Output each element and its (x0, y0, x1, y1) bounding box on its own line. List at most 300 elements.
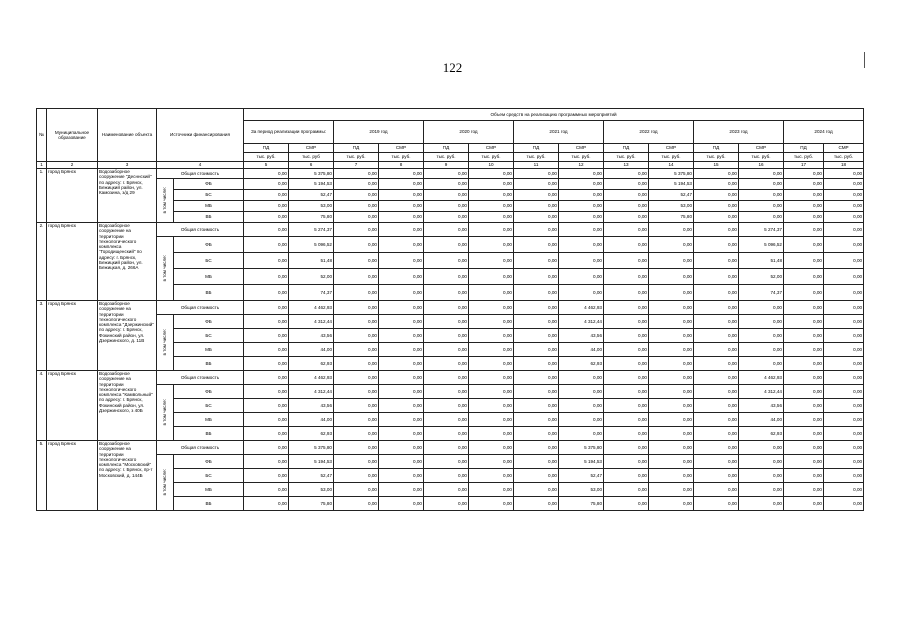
amount-cell: 0,00 (649, 285, 694, 301)
amount-cell: 0,00 (514, 497, 559, 511)
column-index-cell: 8 (379, 162, 424, 169)
amount-cell: 0,00 (739, 315, 784, 329)
amount-cell: 0,00 (604, 357, 649, 371)
amount-cell: 0,00 (649, 483, 694, 497)
amount-cell: 0,00 (824, 483, 864, 497)
amount-cell: 0,00 (514, 179, 559, 190)
amount-cell: 0,00 (469, 399, 514, 413)
amount-cell: 0,00 (469, 179, 514, 190)
amount-cell: 0,00 (424, 427, 469, 441)
amount-cell: 0,00 (334, 190, 379, 201)
amount-cell: 0,00 (604, 371, 649, 385)
amount-cell: 0,00 (379, 201, 424, 212)
funding-source-code: БС (174, 469, 244, 483)
amount-cell: 0,00 (514, 483, 559, 497)
header-unit: тыс. руб. (649, 153, 694, 162)
amount-cell: 0,00 (604, 269, 649, 285)
funding-source-code: ФБ (174, 455, 244, 469)
amount-cell: 0,00 (424, 212, 469, 223)
amount-cell: 0,00 (334, 237, 379, 253)
amount-cell: 0,00 (604, 441, 649, 455)
header-year: 2020 год (424, 121, 514, 144)
amount-cell: 0,00 (334, 497, 379, 511)
header-smr: СМР (469, 144, 514, 153)
amount-cell: 0,00 (784, 371, 824, 385)
amount-cell: 0,00 (244, 201, 289, 212)
amount-cell: 0,00 (694, 385, 739, 399)
amount-cell: 0,00 (559, 371, 604, 385)
amount-cell: 0,00 (424, 329, 469, 343)
including-label: в том числе: (162, 255, 168, 282)
amount-cell: 0,00 (559, 201, 604, 212)
amount-cell: 4 462,93 (739, 371, 784, 385)
amount-cell: 0,00 (824, 441, 864, 455)
header-year: 2021 год (514, 121, 604, 144)
including-label-cell (157, 237, 174, 301)
amount-cell: 0,00 (469, 285, 514, 301)
amount-cell: 0,00 (424, 343, 469, 357)
amount-cell: 0,00 (824, 357, 864, 371)
amount-cell: 0,00 (784, 201, 824, 212)
amount-cell: 0,00 (604, 315, 649, 329)
amount-cell: 0,00 (739, 441, 784, 455)
funding-source-code: МБ (174, 269, 244, 285)
amount-cell: 4 312,44 (559, 315, 604, 329)
funding-source-code: ВБ (174, 212, 244, 223)
funding-source-code: ФБ (174, 385, 244, 399)
amount-cell: 0,00 (739, 190, 784, 201)
amount-cell: 0,00 (424, 315, 469, 329)
amount-cell: 0,00 (559, 413, 604, 427)
amount-cell: 44,00 (739, 413, 784, 427)
column-index-cell: 1 (37, 162, 47, 169)
amount-cell: 0,00 (824, 343, 864, 357)
amount-cell: 0,00 (559, 399, 604, 413)
amount-cell: 0,00 (694, 212, 739, 223)
amount-cell: 0,00 (824, 315, 864, 329)
including-label: в том числе: (162, 187, 168, 214)
amount-cell: 0,00 (244, 427, 289, 441)
amount-cell: 0,00 (514, 315, 559, 329)
amount-cell: 5 194,53 (559, 455, 604, 469)
amount-cell: 0,00 (469, 201, 514, 212)
amount-cell: 0,00 (824, 201, 864, 212)
header-unit: тыс. руб. (334, 153, 379, 162)
header-unit: тыс. руб. (559, 153, 604, 162)
amount-cell: 5 194,53 (289, 455, 334, 469)
amount-cell: 0,00 (824, 371, 864, 385)
funding-source-code: БС (174, 399, 244, 413)
funding-source-code: ВБ (174, 497, 244, 511)
funding-source-code: ФБ (174, 179, 244, 190)
header-year: 2023 год (694, 121, 784, 144)
amount-cell: 0,00 (824, 212, 864, 223)
funding-source-code: БС (174, 190, 244, 201)
amount-cell: 0,00 (244, 371, 289, 385)
total-cost-label: Общая стоимость (157, 169, 244, 179)
amount-cell: 0,00 (694, 371, 739, 385)
amount-cell: 0,00 (244, 169, 289, 179)
amount-cell: 75,80 (289, 497, 334, 511)
amount-cell: 51,48 (289, 253, 334, 269)
amount-cell: 5 274,37 (289, 223, 334, 237)
header-funding-group: Объем средств на реализацию программных мероприятий (244, 109, 864, 121)
amount-cell: 0,00 (784, 223, 824, 237)
amount-cell: 0,00 (514, 212, 559, 223)
amount-cell: 0,00 (739, 343, 784, 357)
funding-table (36, 108, 864, 511)
amount-cell: 0,00 (424, 190, 469, 201)
amount-cell: 0,00 (424, 169, 469, 179)
header-unit: тыс. руб. (514, 153, 559, 162)
header-unit: тыс. руб. (379, 153, 424, 162)
amount-cell: 0,00 (784, 483, 824, 497)
amount-cell: 0,00 (379, 371, 424, 385)
amount-cell: 0,00 (649, 223, 694, 237)
amount-cell: 0,00 (379, 269, 424, 285)
amount-cell: 0,00 (334, 329, 379, 343)
amount-cell: 43,56 (289, 329, 334, 343)
amount-cell: 52,47 (289, 469, 334, 483)
amount-cell: 0,00 (739, 357, 784, 371)
amount-cell: 0,00 (824, 469, 864, 483)
amount-cell: 0,00 (604, 285, 649, 301)
amount-cell: 0,00 (469, 343, 514, 357)
amount-cell: 0,00 (514, 301, 559, 315)
including-label: в том числе: (162, 329, 168, 356)
header-pd: ПД (334, 144, 379, 153)
amount-cell: 0,00 (784, 329, 824, 343)
amount-cell: 0,00 (244, 455, 289, 469)
amount-cell: 0,00 (379, 427, 424, 441)
municipality-cell: город Брянск (47, 223, 98, 301)
amount-cell: 0,00 (469, 483, 514, 497)
amount-cell: 0,00 (379, 329, 424, 343)
amount-cell: 0,00 (559, 237, 604, 253)
amount-cell: 0,00 (244, 413, 289, 427)
amount-cell: 0,00 (604, 385, 649, 399)
table-row (37, 237, 864, 253)
amount-cell: 0,00 (469, 169, 514, 179)
table-row (37, 371, 864, 385)
amount-cell: 0,00 (604, 190, 649, 201)
header-smr: СМР (739, 144, 784, 153)
header-smr: СМР (649, 144, 694, 153)
funding-source-code: ВБ (174, 427, 244, 441)
amount-cell: 0,00 (694, 441, 739, 455)
amount-cell: 0,00 (649, 315, 694, 329)
amount-cell: 0,00 (649, 441, 694, 455)
amount-cell: 0,00 (379, 441, 424, 455)
amount-cell: 0,00 (559, 212, 604, 223)
amount-cell: 0,00 (244, 441, 289, 455)
amount-cell: 0,00 (784, 169, 824, 179)
amount-cell: 0,00 (514, 329, 559, 343)
including-label: в том числе: (162, 469, 168, 496)
amount-cell: 0,00 (469, 329, 514, 343)
amount-cell: 0,00 (694, 301, 739, 315)
municipality-cell: город Брянск (47, 441, 98, 511)
amount-cell: 0,00 (424, 269, 469, 285)
amount-cell: 0,00 (244, 399, 289, 413)
amount-cell: 0,00 (824, 269, 864, 285)
amount-cell: 53,00 (289, 201, 334, 212)
funding-source-code: ВБ (174, 357, 244, 371)
amount-cell: 0,00 (824, 413, 864, 427)
header-unit: тыс. руб. (694, 153, 739, 162)
amount-cell: 0,00 (334, 201, 379, 212)
amount-cell: 0,00 (469, 223, 514, 237)
amount-cell: 0,00 (824, 301, 864, 315)
amount-cell: 0,00 (824, 497, 864, 511)
amount-cell: 0,00 (739, 469, 784, 483)
including-label-cell (157, 179, 174, 223)
amount-cell: 0,00 (784, 253, 824, 269)
amount-cell: 0,00 (784, 285, 824, 301)
amount-cell: 4 312,44 (739, 385, 784, 399)
amount-cell: 0,00 (514, 190, 559, 201)
amount-cell: 0,00 (604, 469, 649, 483)
amount-cell: 0,00 (784, 441, 824, 455)
amount-cell: 4 312,44 (289, 315, 334, 329)
amount-cell: 0,00 (784, 179, 824, 190)
amount-cell: 0,00 (559, 179, 604, 190)
amount-cell: 0,00 (334, 469, 379, 483)
amount-cell: 0,00 (694, 169, 739, 179)
column-index-cell: 10 (469, 162, 514, 169)
amount-cell: 0,00 (784, 190, 824, 201)
header-unit: тыс. руб. (424, 153, 469, 162)
amount-cell: 0,00 (379, 483, 424, 497)
amount-cell: 0,00 (604, 483, 649, 497)
column-index-cell: 18 (824, 162, 864, 169)
amount-cell: 74,37 (739, 285, 784, 301)
amount-cell: 5 375,80 (649, 169, 694, 179)
amount-cell: 0,00 (694, 253, 739, 269)
amount-cell: 0,00 (694, 315, 739, 329)
header-unit: тыс. руб. (244, 153, 289, 162)
column-index-cell: 6 (289, 162, 334, 169)
row-number: 4. (37, 371, 47, 441)
amount-cell: 0,00 (694, 497, 739, 511)
header-year: 2024 год (784, 121, 864, 144)
funding-source-code: ФБ (174, 237, 244, 253)
amount-cell: 0,00 (604, 169, 649, 179)
amount-cell: 0,00 (469, 469, 514, 483)
amount-cell: 74,37 (289, 285, 334, 301)
amount-cell: 52,47 (559, 469, 604, 483)
amount-cell: 0,00 (334, 223, 379, 237)
amount-cell: 4 462,93 (289, 371, 334, 385)
amount-cell: 0,00 (739, 483, 784, 497)
header-pd: ПД (244, 144, 289, 153)
amount-cell: 0,00 (469, 455, 514, 469)
amount-cell: 0,00 (514, 285, 559, 301)
amount-cell: 0,00 (424, 285, 469, 301)
header-period: За период реализации программы: (244, 121, 334, 144)
amount-cell: 0,00 (514, 269, 559, 285)
amount-cell: 52,00 (289, 269, 334, 285)
amount-cell: 0,00 (649, 399, 694, 413)
amount-cell: 52,47 (649, 190, 694, 201)
amount-cell: 0,00 (694, 357, 739, 371)
amount-cell: 0,00 (784, 237, 824, 253)
header-pd: ПД (694, 144, 739, 153)
amount-cell: 44,00 (289, 413, 334, 427)
amount-cell: 0,00 (424, 399, 469, 413)
amount-cell: 5 375,80 (289, 169, 334, 179)
amount-cell: 0,00 (739, 301, 784, 315)
amount-cell: 0,00 (379, 190, 424, 201)
amount-cell: 0,00 (739, 201, 784, 212)
amount-cell: 0,00 (469, 190, 514, 201)
amount-cell: 0,00 (604, 413, 649, 427)
header-unit: тыс. руб. (784, 153, 824, 162)
header-municipality: Муниципальное образование (47, 109, 98, 162)
table-row (37, 455, 864, 469)
amount-cell: 0,00 (379, 455, 424, 469)
amount-cell: 0,00 (604, 455, 649, 469)
amount-cell: 62,93 (289, 357, 334, 371)
amount-cell: 43,56 (289, 399, 334, 413)
amount-cell: 0,00 (649, 237, 694, 253)
amount-cell: 0,00 (604, 212, 649, 223)
amount-cell: 0,00 (469, 385, 514, 399)
amount-cell: 0,00 (379, 497, 424, 511)
amount-cell: 43,56 (559, 329, 604, 343)
amount-cell: 0,00 (694, 179, 739, 190)
amount-cell: 0,00 (559, 253, 604, 269)
including-label-cell (157, 455, 174, 511)
amount-cell: 75,80 (289, 212, 334, 223)
amount-cell: 0,00 (649, 301, 694, 315)
amount-cell: 0,00 (469, 427, 514, 441)
amount-cell: 0,00 (824, 237, 864, 253)
funding-source-code: ВБ (174, 285, 244, 301)
amount-cell: 0,00 (739, 179, 784, 190)
amount-cell: 0,00 (784, 455, 824, 469)
amount-cell: 0,00 (694, 201, 739, 212)
municipality-cell: город Брянск (47, 371, 98, 441)
amount-cell: 0,00 (824, 399, 864, 413)
table-row (37, 179, 864, 190)
column-index-cell: 3 (98, 162, 157, 169)
amount-cell: 0,00 (334, 399, 379, 413)
amount-cell: 0,00 (514, 427, 559, 441)
amount-cell: 0,00 (244, 223, 289, 237)
amount-cell: 0,00 (244, 190, 289, 201)
amount-cell: 0,00 (824, 455, 864, 469)
amount-cell: 0,00 (784, 399, 824, 413)
column-index-cell: 2 (47, 162, 98, 169)
amount-cell: 0,00 (694, 455, 739, 469)
amount-cell: 0,00 (739, 169, 784, 179)
amount-cell: 62,93 (559, 357, 604, 371)
municipality-cell: город Брянск (47, 301, 98, 371)
amount-cell: 5 194,53 (289, 179, 334, 190)
header-year: 2019 год (334, 121, 424, 144)
amount-cell: 0,00 (424, 469, 469, 483)
amount-cell: 0,00 (334, 212, 379, 223)
column-index-cell: 5 (244, 162, 289, 169)
amount-cell: 0,00 (244, 315, 289, 329)
amount-cell: 0,00 (649, 385, 694, 399)
amount-cell: 0,00 (334, 385, 379, 399)
amount-cell: 0,00 (514, 371, 559, 385)
amount-cell: 0,00 (604, 253, 649, 269)
amount-cell: 0,00 (334, 455, 379, 469)
amount-cell: 0,00 (424, 237, 469, 253)
amount-cell: 0,00 (649, 455, 694, 469)
amount-cell: 0,00 (604, 343, 649, 357)
amount-cell: 0,00 (514, 441, 559, 455)
including-label: в том числе: (162, 399, 168, 426)
amount-cell: 62,93 (289, 427, 334, 441)
amount-cell: 5 194,53 (649, 179, 694, 190)
amount-cell: 0,00 (784, 269, 824, 285)
funding-source-code: МБ (174, 483, 244, 497)
row-number: 5. (37, 441, 47, 511)
header-unit: тыс. руб. (469, 153, 514, 162)
amount-cell: 0,00 (559, 385, 604, 399)
amount-cell: 0,00 (604, 223, 649, 237)
amount-cell: 0,00 (739, 212, 784, 223)
amount-cell: 0,00 (334, 357, 379, 371)
table-row (37, 223, 864, 237)
amount-cell: 0,00 (784, 357, 824, 371)
row-number: 3. (37, 301, 47, 371)
funding-source-code: ФБ (174, 315, 244, 329)
amount-cell: 0,00 (694, 483, 739, 497)
amount-cell: 0,00 (424, 253, 469, 269)
amount-cell: 0,00 (334, 253, 379, 269)
amount-cell: 0,00 (649, 253, 694, 269)
amount-cell: 0,00 (694, 190, 739, 201)
funding-source-code: БС (174, 253, 244, 269)
amount-cell: 51,48 (739, 253, 784, 269)
amount-cell: 0,00 (824, 169, 864, 179)
amount-cell: 0,00 (649, 427, 694, 441)
amount-cell: 0,00 (424, 371, 469, 385)
object-name-cell: Водозаборное сооружение на территории технологического комплекса "Камвольный" по адресу: г. Брянск, Фокинский район, ул. Дзержинского, з 40Б (98, 371, 157, 441)
amount-cell: 0,00 (784, 301, 824, 315)
table-row (37, 169, 864, 179)
header-unit: тыс. руб. (739, 153, 784, 162)
column-index-cell: 13 (604, 162, 649, 169)
amount-cell: 0,00 (824, 223, 864, 237)
amount-cell: 0,00 (424, 455, 469, 469)
amount-cell: 0,00 (379, 179, 424, 190)
amount-cell: 0,00 (514, 399, 559, 413)
funding-source-code: БС (174, 329, 244, 343)
amount-cell: 0,00 (244, 237, 289, 253)
amount-cell: 0,00 (694, 399, 739, 413)
amount-cell: 0,00 (784, 315, 824, 329)
amount-cell: 0,00 (379, 469, 424, 483)
amount-cell: 0,00 (559, 169, 604, 179)
amount-cell: 5 375,80 (289, 441, 334, 455)
amount-cell: 5 096,52 (289, 237, 334, 253)
amount-cell: 0,00 (824, 285, 864, 301)
table-row (37, 315, 864, 329)
amount-cell: 0,00 (379, 223, 424, 237)
object-name-cell: Водозаборное сооружение на территории технологического комплекса "Городищенский" по адресу: г. Брянск, Бежицкий район, ул. Бежицкая, д. 266А (98, 223, 157, 301)
header-object: Наименование объекта (98, 109, 157, 162)
amount-cell: 0,00 (244, 469, 289, 483)
amount-cell: 0,00 (379, 399, 424, 413)
amount-cell: 0,00 (424, 441, 469, 455)
amount-cell: 0,00 (379, 343, 424, 357)
